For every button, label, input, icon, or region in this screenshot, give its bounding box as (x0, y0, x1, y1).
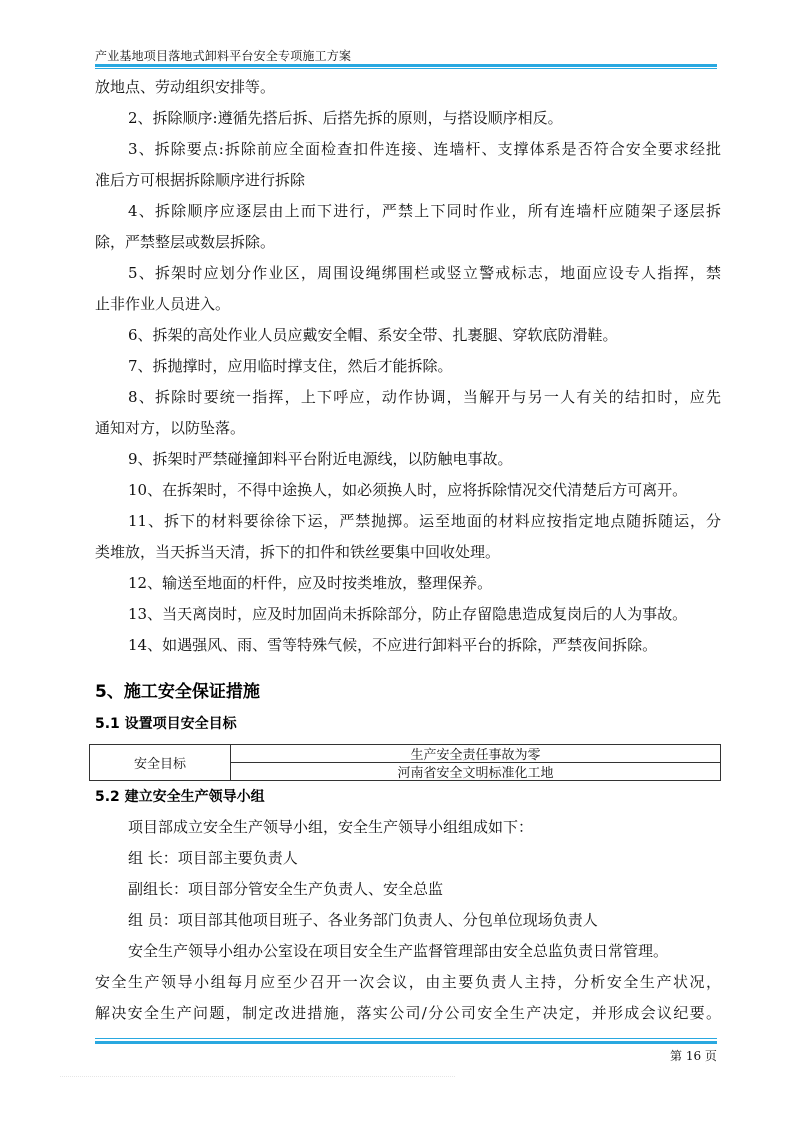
paragraph-item-2: 2、拆除顺序:遵循先搭后拆、后搭先拆的原则，与搭设顺序相反。 (128, 109, 563, 127)
paragraph-item-6: 6、拆架的高处作业人员应戴安全帽、系安全带、扎裹腿、穿软底防滑鞋。 (128, 326, 618, 344)
paragraph-item-11: 11、拆下的材料要徐徐下运，严禁抛掷。运至地面的材料应按指定地点随拆随运，分 (128, 512, 721, 530)
paragraph-line: 项目部成立安全生产领导小组，安全生产领导小组组成如下： (128, 818, 534, 836)
paragraph-item-10: 10、在拆架时，不得中途换人，如必须换人时，应将拆除情况交代清楚后方可离开。 (128, 481, 688, 499)
paragraph-item-12: 12、输送至地面的杆件，应及时按类堆放，整理保养。 (128, 574, 493, 592)
paragraph-item-14: 14、如遇强风、雨、雪等特殊气候，不应进行卸料平台的拆除，严禁夜间拆除。 (128, 636, 658, 654)
header-rule-thin (95, 68, 717, 69)
header-title: 产业基地项目落地式卸料平台安全专项施工方案 (95, 49, 352, 63)
subsection-heading: 5.2 建立安全生产领导小组 (95, 789, 265, 805)
paragraph-line: 安全生产领导小组办公室设在项目安全生产监督管理部由安全总监负责日常管理。 (128, 942, 669, 960)
safety-goal-table (89, 744, 721, 781)
paragraph-line: 副组长：项目部分管安全生产负责人、安全总监 (128, 880, 444, 898)
paragraph-item-3: 3、拆除要点:拆除前应全面检查扣件连接、连墙杆、支撑体系是否符合安全要求经批 (128, 140, 721, 158)
section-heading: 5、施工安全保证措施 (95, 682, 260, 702)
footer-rule-thick (95, 1041, 717, 1044)
paragraph-item-5: 5、拆架时应划分作业区，周围设绳绑围栏或竖立警戒标志，地面应设专人指挥，禁 (128, 264, 721, 282)
paragraph-item-4: 4、拆除顺序应逐层由上而下进行，严禁上下同时作业，所有连墙杆应随架子逐层拆 (128, 202, 721, 220)
subsection-heading: 5.1 设置项目安全目标 (95, 716, 237, 732)
paragraph-item-7: 7、拆抛撑时，应用临时撑支住，然后才能拆除。 (128, 357, 453, 375)
page-number: 第 16 页 (670, 1049, 717, 1063)
paragraph-line: 组 员：项目部其他项目班子、各业务部门负责人、分包单位现场负责人 (128, 911, 598, 929)
paragraph-line: 安全生产领导小组每月应至少召开一次会议，由主要负责人主持，分析安全生产状况， (95, 973, 721, 991)
paragraph-line: 准后方可根据拆除顺序进行拆除 (95, 171, 306, 189)
paragraph-line: 通知对方，以防坠落。 (95, 419, 246, 437)
paragraph-line: 除，严禁整层或数层拆除。 (95, 233, 276, 251)
paragraph-line: 止非作业人员进入。 (95, 295, 231, 313)
paragraph-line: 解决安全生产问题，制定改进措施，落实公司/分公司安全生产决定，并形成会议纪要。 (95, 1004, 721, 1022)
paragraph-item-8: 8、拆除时要统一指挥，上下呼应，动作协调，当解开与另一人有关的结扣时，应先 (128, 388, 721, 406)
header-rule-thick (95, 64, 717, 67)
paragraph-item-13: 13、当天离岗时，应及时加固尚未拆除部分，防止存留隐患造成复岗后的人为事故。 (128, 605, 688, 623)
table-cell: 生产安全责任事故为零 (231, 745, 720, 763)
paragraph-line: 组 长：项目部主要负责人 (128, 849, 298, 867)
table-label-cell: 安全目标 (90, 745, 231, 780)
paragraph-line: 放地点、劳动组织安排等。 (95, 78, 276, 96)
faint-divider (60, 1076, 455, 1078)
footer-rule-thin (95, 1038, 717, 1039)
paragraph-line: 类堆放，当天拆当天清，拆下的扣件和铁丝要集中回收处理。 (95, 543, 501, 561)
table-cell: 河南省安全文明标准化工地 (397, 766, 554, 781)
paragraph-item-9: 9、拆架时严禁碰撞卸料平台附近电源线，以防触电事故。 (128, 450, 513, 468)
